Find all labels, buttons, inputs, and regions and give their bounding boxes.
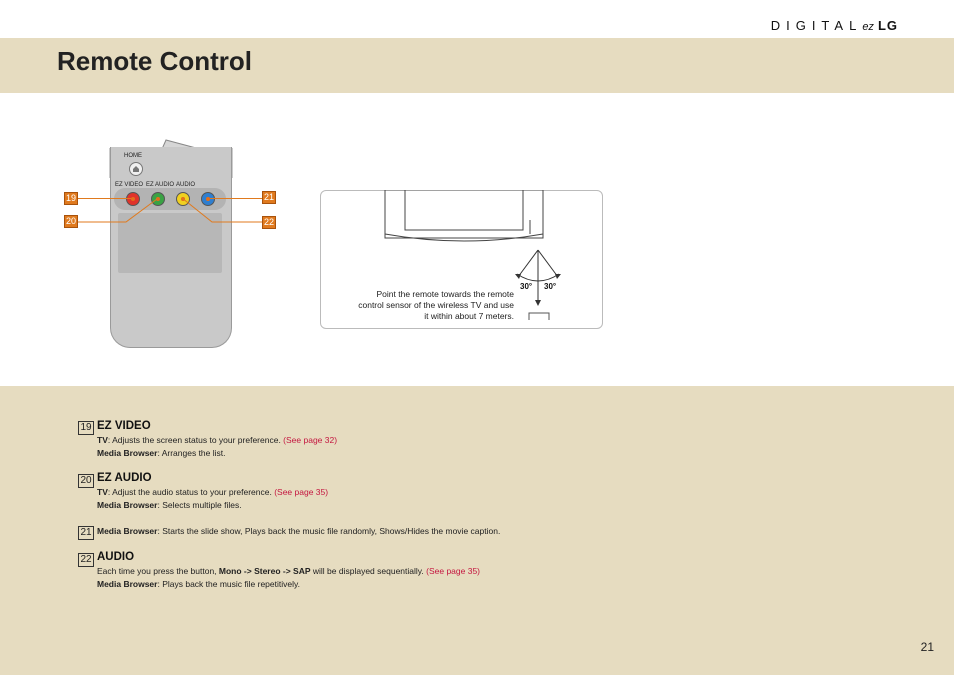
desc-line: TV: Adjusts the screen status to your preference. (See page 32) xyxy=(97,435,338,445)
leader-22 xyxy=(180,196,264,226)
sensor-instruction: Point the remote towards the remote control sensor of the wireless TV and use it within about 7 meters. xyxy=(358,289,514,321)
home-button xyxy=(129,162,143,176)
brand-digital: DIGITAL xyxy=(770,18,863,33)
page-title: Remote Control xyxy=(57,46,252,76)
desc-num-22: 22 xyxy=(78,553,94,567)
callout-21: 21 xyxy=(263,192,274,202)
see-page-link[interactable]: (See page 35) xyxy=(274,487,329,497)
desc-head-audio: AUDIO xyxy=(97,551,135,563)
desc-num-20: 20 xyxy=(78,474,94,488)
desc-num-21: 21 xyxy=(78,526,94,540)
brand-ez: ez xyxy=(862,21,874,33)
see-page-link[interactable]: (See page 32) xyxy=(283,435,338,445)
ez-video-label: EZ VIDEO xyxy=(115,182,144,188)
desc-num-19: 19 xyxy=(78,421,94,435)
brand-lg: LG xyxy=(877,18,898,33)
angle-left: 30° xyxy=(520,282,533,291)
desc-line: TV: Adjust the audio status to your preference. (See page 35) xyxy=(97,487,329,497)
desc-line: Media Browser: Starts the slide show, Plays back the music file randomly, Shows/Hides the movie caption. xyxy=(97,526,501,536)
home-icon xyxy=(132,165,140,173)
desc-head-ez-audio: EZ AUDIO xyxy=(97,472,152,484)
audio-label: AUDIO xyxy=(176,182,196,188)
angle-right: 30° xyxy=(544,282,557,291)
remote-sensor-icon xyxy=(529,313,549,320)
desc-line: Media Browser: Selects multiple files. xyxy=(97,500,242,510)
desc-line: Media Browser: Plays back the music file repetitively. xyxy=(97,579,300,589)
callout-22: 22 xyxy=(263,217,274,227)
desc-head-ez-video: EZ VIDEO xyxy=(97,420,151,432)
leader-20 xyxy=(78,196,162,226)
callout-19: 19 xyxy=(65,193,76,203)
desc-line: Each time you press the button, Mono -> Stereo -> SAP will be displayed sequentially. (See page 35) xyxy=(97,566,481,576)
brand-logo xyxy=(771,18,898,33)
home-label: HOME xyxy=(124,153,142,159)
callout-20: 20 xyxy=(65,216,76,226)
page-number: 21 xyxy=(920,640,934,654)
see-page-link[interactable]: (See page 35) xyxy=(426,566,481,576)
desc-line: Media Browser: Arranges the list. xyxy=(97,448,226,458)
ez-audio-label: EZ AUDIO xyxy=(146,182,175,188)
